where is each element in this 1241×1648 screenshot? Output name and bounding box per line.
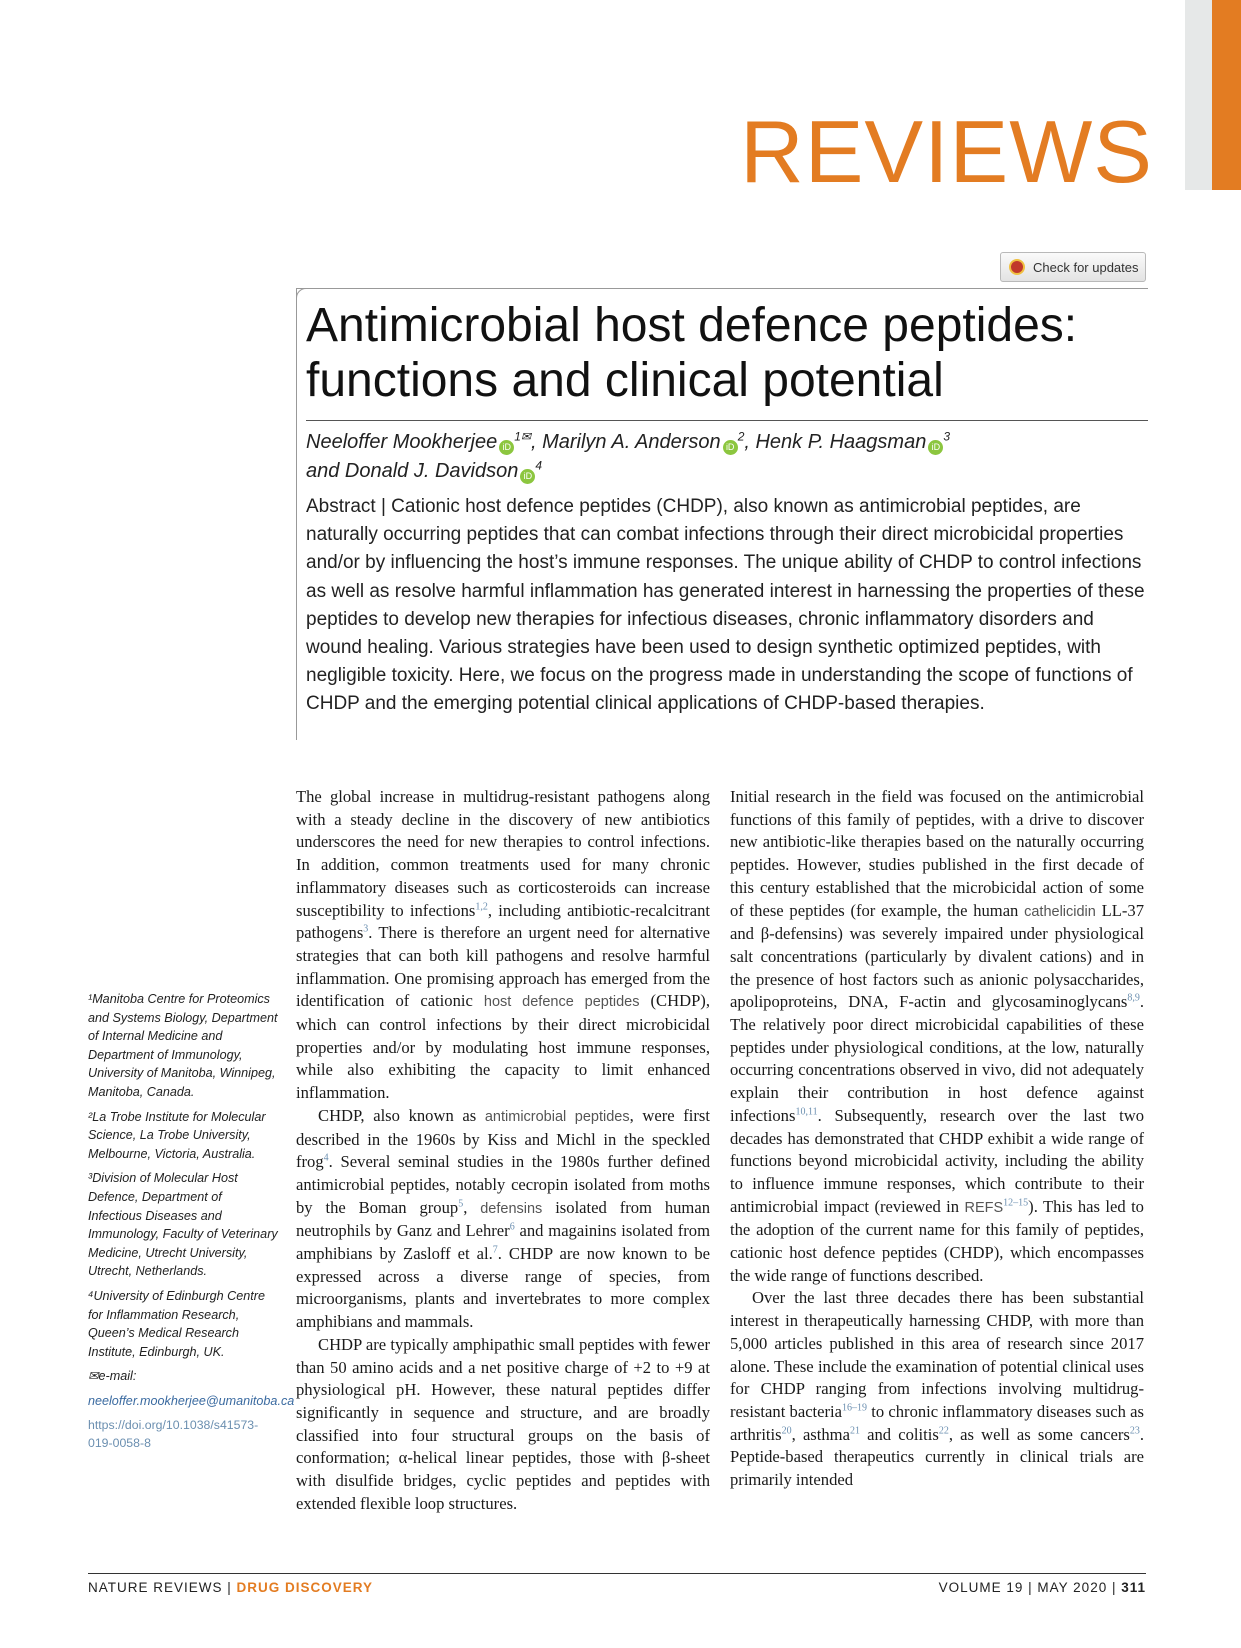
title-rule (306, 420, 1148, 421)
text: CHDP, also known as (318, 1105, 485, 1125)
text: . The relatively poor direct microbicidal capabilities of these peptides under physiological conditions, at the low, naturally occurring concentrations observed in vivo, did not adequately explain their contribution in host defence against infections (730, 992, 1144, 1125)
text: and colitis (859, 1424, 939, 1444)
reference-link[interactable]: 3 (363, 923, 369, 935)
check-for-updates-label: Check for updates (1033, 259, 1139, 275)
email-label: ✉e-mail: (88, 1369, 137, 1384)
author-affiliation: 3 (943, 429, 951, 444)
reference-link[interactable]: 21 (849, 1425, 860, 1437)
article-title (306, 298, 1146, 408)
text: , were first described in the 1960s by Kiss and Michl in the speckled frog (296, 1105, 710, 1172)
doi-link[interactable]: https://doi.org/10.1038/s41573-019-0058-8 (88, 1418, 259, 1451)
paragraph (730, 786, 1144, 1287)
reference-link[interactable]: 8,9 (1127, 992, 1140, 1004)
orcid-icon[interactable]: iD (928, 440, 943, 455)
page-footer (88, 1580, 1146, 1595)
paragraph: CHDP are typically amphipathic small peptides with fewer than 50 amino acids and a net positive charge of +2 to +9 at physiological pH. However, these natural peptides differ significantly in sequence and structure, and are broadly classified into four structural groups on the basis of conformation; α-helical linear peptides, those with β-sheet with disulfide bridges, cyclic peptides and peptides with extended flexible loop structures. (296, 1334, 710, 1513)
glossary-term[interactable]: cathelicidin (1024, 903, 1096, 920)
title-frame-left (296, 288, 297, 740)
author-name[interactable]: , Henk P. Haagsman (744, 431, 927, 453)
volume-info: VOLUME 19 | MAY 2020 | (938, 1580, 1122, 1595)
text: . There is therefore an urgent need for alternative strategies that can both kill pathogens and resolve harmful inflammation. One promising approach has emerged from the identification of cationic (296, 923, 710, 1011)
email-link[interactable]: neeloffer.mookherjee@umanitoba.ca (88, 1393, 295, 1408)
reference-link[interactable]: 20 (781, 1425, 792, 1437)
reference-link[interactable]: 23 (1129, 1425, 1140, 1437)
text: (CHDP), which can control infections by their direct microbicidal properties and/or by modulating host immune responses, while also exhibiting the capacity to limit enhanced inflammation. (296, 991, 710, 1103)
text: . CHDP are now known to be expressed across a diverse range of species, from microorganisms, plants and invertebrates to more complex amphibians and mammals. (296, 1244, 710, 1332)
author-affiliation: 2 (737, 429, 745, 444)
side-tab-accent (1212, 0, 1241, 190)
text: to chronic inflammatory diseases such as arthritis (730, 1401, 1144, 1444)
footer-rule (88, 1573, 1146, 1574)
text: The global increase in multidrug-resistant pathogens along with a steady decline in the discovery of new antibiotics underscores the need for new therapies to control infections. In addition, common treatments used for many chronic inflammatory diseases such as corticosteroids can increase susceptibility to infections (296, 787, 710, 920)
reference-link[interactable]: 1,2 (475, 900, 488, 912)
orcid-icon[interactable]: iD (499, 440, 514, 455)
affiliation-1: ¹Manitoba Centre for Proteomics and Systems Biology, Department of Internal Medicine and Department of Immunology, University of Manitoba, Winnipeg, Manitoba, Canada. (88, 992, 278, 1099)
journal-name: NATURE REVIEWS | (88, 1580, 237, 1595)
text: LL-37 and β-defensins) was severely impaired under physiological salt concentrations (particularly by divalent cations) and in the presence of host factors such as anionic polysaccharides, apolipoproteins, DNA, F-actin and glycosaminoglycans (730, 900, 1144, 1012)
text: Initial research in the field was focused on the antimicrobial functions of this family of peptides, with a drive to discover new antibiotic-like therapies based on the naturally occurring peptides. However, studies published in the first decade of this century established that the microbicidal action of some of these peptides (for example, the human (730, 787, 1144, 920)
paragraph (730, 1287, 1144, 1491)
page-number: 311 (1121, 1580, 1146, 1595)
footer-issue-info (939, 1580, 1146, 1595)
affiliation-4: ⁴University of Edinburgh Centre for Inflammation Research, Queen’s Medical Research Institute, Edinburgh, UK. (88, 1288, 265, 1359)
glossary-term[interactable]: host defence peptides (483, 994, 640, 1011)
reference-link[interactable]: 12–15 (1003, 1197, 1029, 1209)
section-label: REVIEWS (740, 102, 1153, 201)
orcid-icon[interactable]: iD (520, 469, 535, 484)
reference-link[interactable]: 6 (509, 1221, 515, 1233)
crossmark-icon (1009, 259, 1025, 275)
text: ). This has led to the adoption of the current name for this family of peptides, cationic host defence peptides (CHDP), which encompasses the wide range of functions described. (730, 1196, 1144, 1285)
author-affiliation: 1 (514, 429, 521, 444)
text: . Subsequently, research over the last two decades has demonstrated that CHDP exhibit a wide range of functions beyond microbicidal activity, including the ability to influence immune responses, which contribute to their antimicrobial impact (reviewed in (730, 1105, 1144, 1216)
text: , as well as some cancers (948, 1424, 1130, 1444)
text: Over the last three decades there has been substantial interest in therapeutically harnessing CHDP, with more than 5,000 articles published in this area of research since 2017 alone. These include the examination of potential clinical uses for CHDP ranging from infections involving multidrug-resistant bacteria (730, 1288, 1144, 1421)
title-line-1: Antimicrobial host defence peptides: (306, 299, 1078, 352)
glossary-term[interactable]: defensins (480, 1200, 543, 1217)
author-list (306, 428, 1146, 486)
glossary-term[interactable]: antimicrobial peptides (484, 1108, 630, 1125)
check-for-updates-button[interactable] (1000, 252, 1146, 282)
author-name[interactable]: Neeloffer Mookherjee (306, 431, 498, 453)
orcid-icon[interactable]: iD (723, 440, 738, 455)
journal-section: DRUG DISCOVERY (236, 1580, 374, 1595)
reference-link[interactable]: 7 (492, 1244, 498, 1256)
paragraph (296, 786, 710, 1105)
text: . Several seminal studies in the 1980s further defined antimicrobial peptides, notably cecropin isolated from moths by the Boman group (296, 1152, 710, 1217)
body-column-1 (296, 786, 710, 1516)
paragraph (296, 1105, 710, 1334)
abstract: Abstract | Cationic host defence peptides (CHDP), also known as antimicrobial peptides, are naturally occurring peptides that can combat infections through their direct microbicidal properties and/or by influencing the host’s immune responses. The unique ability of CHDP to control infections as well as resolve harmful inflammation has generated interest in harnessing the properties of these peptides to develop new therapies for infectious diseases, chronic inflammatory disorders and wound healing. Various strategies have been used to design synthetic optimized peptides, with negligible toxicity. Here, we focus on the progress made in understanding the scope of functions of CHDP and the emerging potential clinical applications of CHDP-based therapies. (306, 496, 1145, 715)
author-affiliation: 4 (535, 458, 543, 473)
affiliation-3: ³Division of Molecular Host Defence, Department of Infectious Diseases and Immunology, Faculty of Veterinary Medicine, Utrecht University, Utrecht, Netherlands. (88, 1171, 278, 1279)
affiliations (88, 990, 295, 1452)
title-frame-top (296, 288, 1148, 289)
text: isolated from human neutrophils by Ganz and Lehrer (296, 1197, 711, 1241)
text: , including antibiotic-recalcitrant pathogens (296, 900, 710, 943)
title-line-2: functions and clinical potential (306, 354, 944, 407)
reference-link[interactable]: 16–19 (842, 1402, 868, 1414)
reference-link[interactable]: 10,11 (795, 1106, 818, 1118)
text: , (463, 1197, 481, 1217)
reference-link[interactable]: 4 (323, 1152, 329, 1164)
affiliation-2: ²La Trobe Institute for Molecular Science, La Trobe University, Melbourne, Victoria, Australia. (88, 1109, 266, 1161)
email-icon[interactable]: ✉ (520, 429, 531, 444)
reference-link[interactable]: 22 (938, 1425, 949, 1437)
reference-link[interactable]: 5 (458, 1198, 464, 1210)
body-column-2 (730, 786, 1144, 1492)
text: . Peptide-based therapeutics currently in clinical trials are primarily intended (730, 1424, 1144, 1490)
author-name[interactable]: , Marilyn A. Anderson (530, 431, 721, 453)
text: , asthma (791, 1424, 850, 1444)
refs-link[interactable]: REFS (964, 1199, 1004, 1216)
author-name[interactable]: and Donald J. Davidson (306, 460, 519, 482)
text: and magainins isolated from amphibians by Zasloff et al. (296, 1221, 710, 1264)
